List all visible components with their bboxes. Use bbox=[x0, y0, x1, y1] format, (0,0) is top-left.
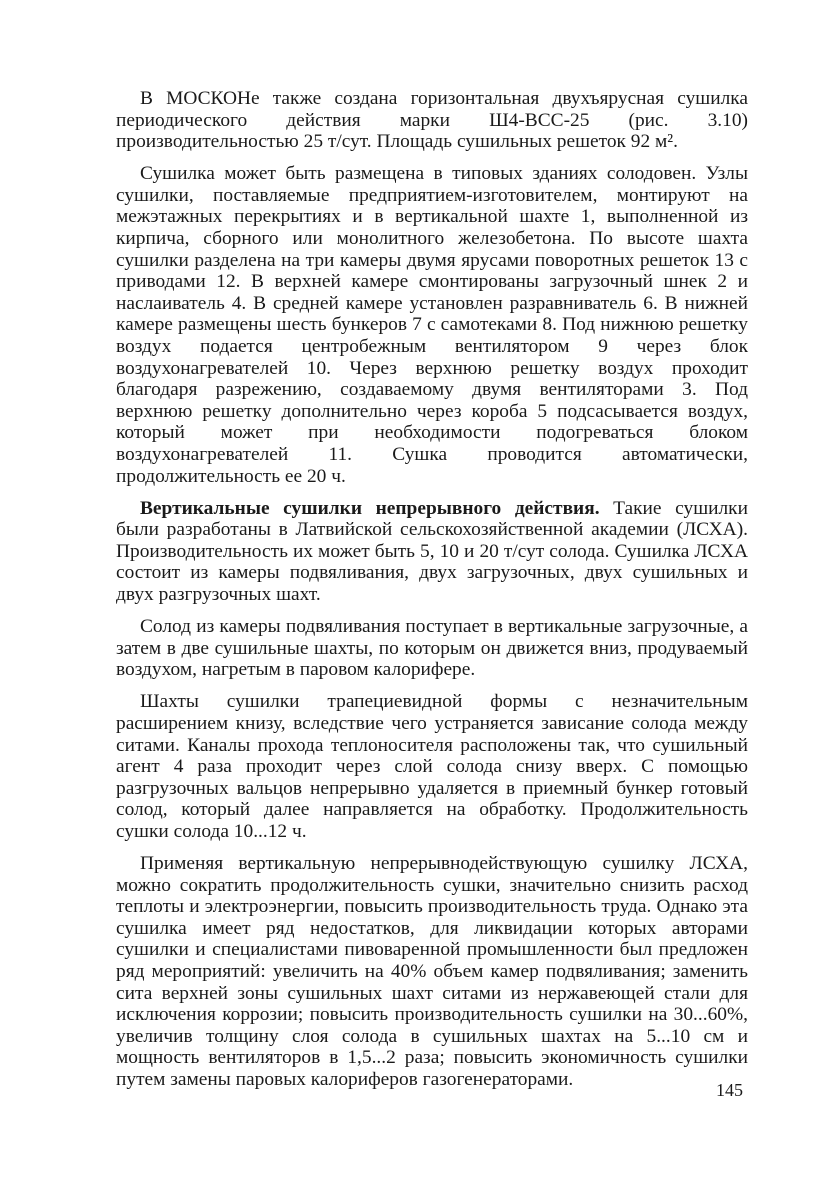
paragraph-5 bbox=[116, 691, 748, 842]
paragraph-1-text: В МОСКОНе также создана горизонтальная двухъярусная сушилка периодического действия марки Ш4-ВСС-25 (рис. 3.10) производительностью 25 т/сут. Площадь сушильных решеток 92 м². bbox=[116, 88, 748, 153]
paragraph-1 bbox=[116, 88, 748, 153]
document-page bbox=[116, 88, 748, 1101]
paragraph-4-text: Солод из камеры подвяливания поступает в вертикальные загрузочные, а затем в две сушильные шахты, по которым он движется вниз, продуваемый воздухом, нагретым в паровом калорифере. bbox=[116, 616, 748, 681]
paragraph-6-text: Применяя вертикальную непрерывнодействующую сушилку ЛСХА, можно сократить продолжительность сушки, значительно снизить расход теплоты и электроэнергии, повысить производительность труда. Однако эта сушилка имеет ряд недостатков, для ликвидации которых авторами сушилки и специалистами пивоваренной промышленности был предложен ряд мероприятий: увеличить на 40% объем камер подвяливания; заменить сита верхней зоны сушильных шахт ситами из нержавеющей стали для исключения коррозии; повысить производительность сушилки на 30...60%, увеличив толщину слоя солода в сушильных шахтах на 5...10 см и мощность вентиляторов в 1,5...2 раза; повысить экономичность сушилки путем замены паровых калориферов газогенераторами. bbox=[116, 853, 748, 1091]
paragraph-2 bbox=[116, 163, 748, 487]
paragraph-4 bbox=[116, 616, 748, 681]
section-heading-vertical-dryers: Вертикальные сушилки непрерывного действия. bbox=[140, 497, 600, 519]
page-number: 145 bbox=[716, 1080, 743, 1100]
paragraph-3 bbox=[116, 498, 748, 606]
paragraph-6 bbox=[116, 853, 748, 1091]
paragraph-3-text: Такие сушилки были разработаны в Латвийской сельскохозяйственной академии (ЛСХА). Производительность их может быть 5, 10 и 20 т/сут солода. Сушилка ЛСХА состоит из камеры подвяливания, двух загрузочных, двух сушильных и двух разгрузочных шахт. bbox=[116, 497, 748, 606]
paragraph-2-text: Сушилка может быть размещена в типовых зданиях солодовен. Узлы сушилки, поставляемые предприятием-изготовителем, монтируют на межэтажных перекрытиях и в вертикальной шахте 1, выполненной из кирпича, сборного или монолитного железобетона. По высоте шахта сушилки разделена на три камеры двумя ярусами поворотных решеток 13 с приводами 12. В верхней камере смонтированы загрузочный шнек 2 и наслаиватель 4. В средней камере установлен разравниватель 6. В нижней камере размещены шесть бункеров 7 с самотеками 8. Под нижнюю решетку воздух подается центробежным вентилятором 9 через блок воздухонагревателей 10. Через верхнюю решетку воздух проходит благодаря разрежению, создаваемому двумя вентиляторами 3. Под верхнюю решетку дополнительно через короба 5 подсасывается воздух, который может при необходимости подогреваться блоком воздухонагревателей 11. Сушка проводится автоматически, продолжительность ее 20 ч. bbox=[116, 163, 748, 487]
paragraph-5-text: Шахты сушилки трапециевидной формы с незначительным расширением книзу, вследствие чего устраняется зависание солода между ситами. Каналы прохода теплоносителя расположены так, что сушильный агент 4 раза проходит через слой солода снизу вверх. С помощью разгрузочных вальцов непрерывно удаляется в приемный бункер готовый солод, который далее направляется на обработку. Продолжительность сушки солода 10...12 ч. bbox=[116, 691, 748, 842]
